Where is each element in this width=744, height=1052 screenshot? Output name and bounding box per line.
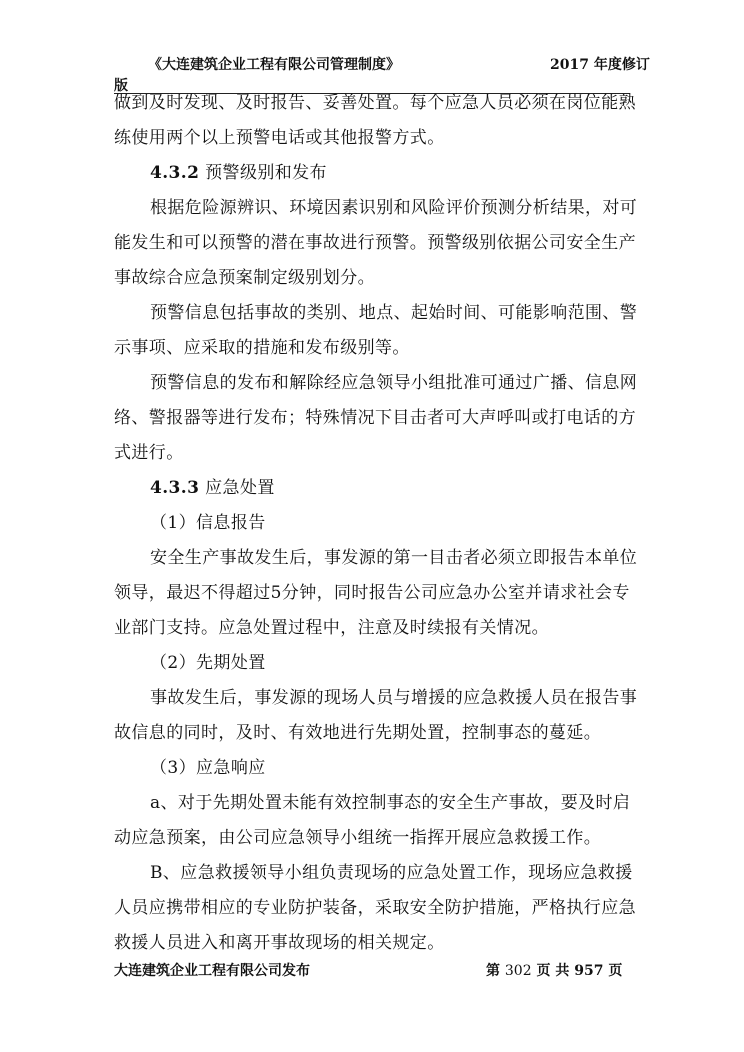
section-title: 应急处置: [205, 478, 275, 498]
section-heading-4-3-3: [114, 471, 634, 506]
page-total: 957: [574, 963, 604, 979]
paragraph-line: 能发生和可以预警的潜在事故进行预警。预警级别依据公司安全生产: [114, 233, 636, 253]
footer-page-number: [486, 960, 622, 980]
subheading-info-report: （1）信息报告: [150, 513, 266, 533]
paragraph-line: 动应急预案，由公司应急领导小组统一指挥开展应急救援工作。: [114, 828, 602, 848]
section-title: 预警级别和发布: [205, 163, 327, 183]
subheading-emergency-response: （3）应急响应: [150, 758, 266, 778]
section-heading-4-3-2: [114, 156, 634, 191]
paragraph-line: a、对于先期处置未能有效控制事态的安全生产事故，要及时启: [150, 793, 631, 813]
paragraph-line: 预警信息包括事故的类别、地点、起始时间、可能影响范围、警: [150, 303, 638, 323]
paragraph-line: 事故综合应急预案制定级别划分。: [114, 268, 375, 288]
header-title: 《大连建筑企业工程有限公司管理制度》: [148, 57, 400, 73]
subheading-initial-response: （2）先期处置: [150, 653, 266, 673]
paragraph-line: 领导，最迟不得超过5分钟，同时报告公司应急办公室并请求社会专: [114, 583, 630, 603]
paragraph-line: B、应急救援领导小组负责现场的应急处置工作，现场应急救援: [150, 863, 633, 883]
paragraph-line: 事故发生后，事发源的现场人员与增援的应急救援人员在报告事: [150, 688, 638, 708]
paragraph-line: 故信息的同时，及时、有效地进行先期处置，控制事态的蔓延。: [114, 723, 602, 743]
page-current: 302: [504, 963, 532, 979]
footer-publisher: 大连建筑企业工程有限公司发布: [114, 963, 310, 979]
paragraph-line: 人员应携带相应的专业防护装备，采取安全防护措施，严格执行应急: [114, 898, 636, 918]
section-number: 4.3.3: [150, 478, 200, 498]
paragraph-line: 做到及时发现、及时报告、妥善处置。每个应急人员必须在岗位能熟: [114, 93, 636, 113]
page-suffix: 页: [608, 963, 623, 979]
paragraph-line: 业部门支持。应急处置过程中，注意及时续报有关情况。: [114, 618, 549, 638]
header-edition: 2017 年度修订: [550, 57, 650, 73]
document-body: [114, 86, 638, 961]
paragraph-line: 救援人员进入和离开事故现场的相关规定。: [114, 933, 445, 953]
section-number: 4.3.2: [150, 163, 200, 183]
paragraph-line: 示事项、应采取的措施和发布级别等。: [114, 338, 410, 358]
paragraph-line: 络、警报器等进行发布；特殊情况下目击者可大声呼叫或打电话的方: [114, 408, 636, 428]
page-mid: 页 共: [536, 963, 570, 979]
page-prefix: 第: [486, 963, 500, 979]
paragraph-line: 安全生产事故发生后，事发源的第一目击者必须立即报告本单位: [150, 548, 638, 568]
paragraph-line: 根据危险源辨识、环境因素识别和风险评价预测分析结果，对可: [150, 198, 638, 218]
paragraph-line: 式进行。: [114, 443, 184, 463]
paragraph-line: 预警信息的发布和解除经应急领导小组批准可通过广播、信息网: [150, 373, 638, 393]
paragraph-line: 练使用两个以上预警电话或其他报警方式。: [114, 128, 445, 148]
header-edition-wrap: 版: [114, 78, 128, 94]
